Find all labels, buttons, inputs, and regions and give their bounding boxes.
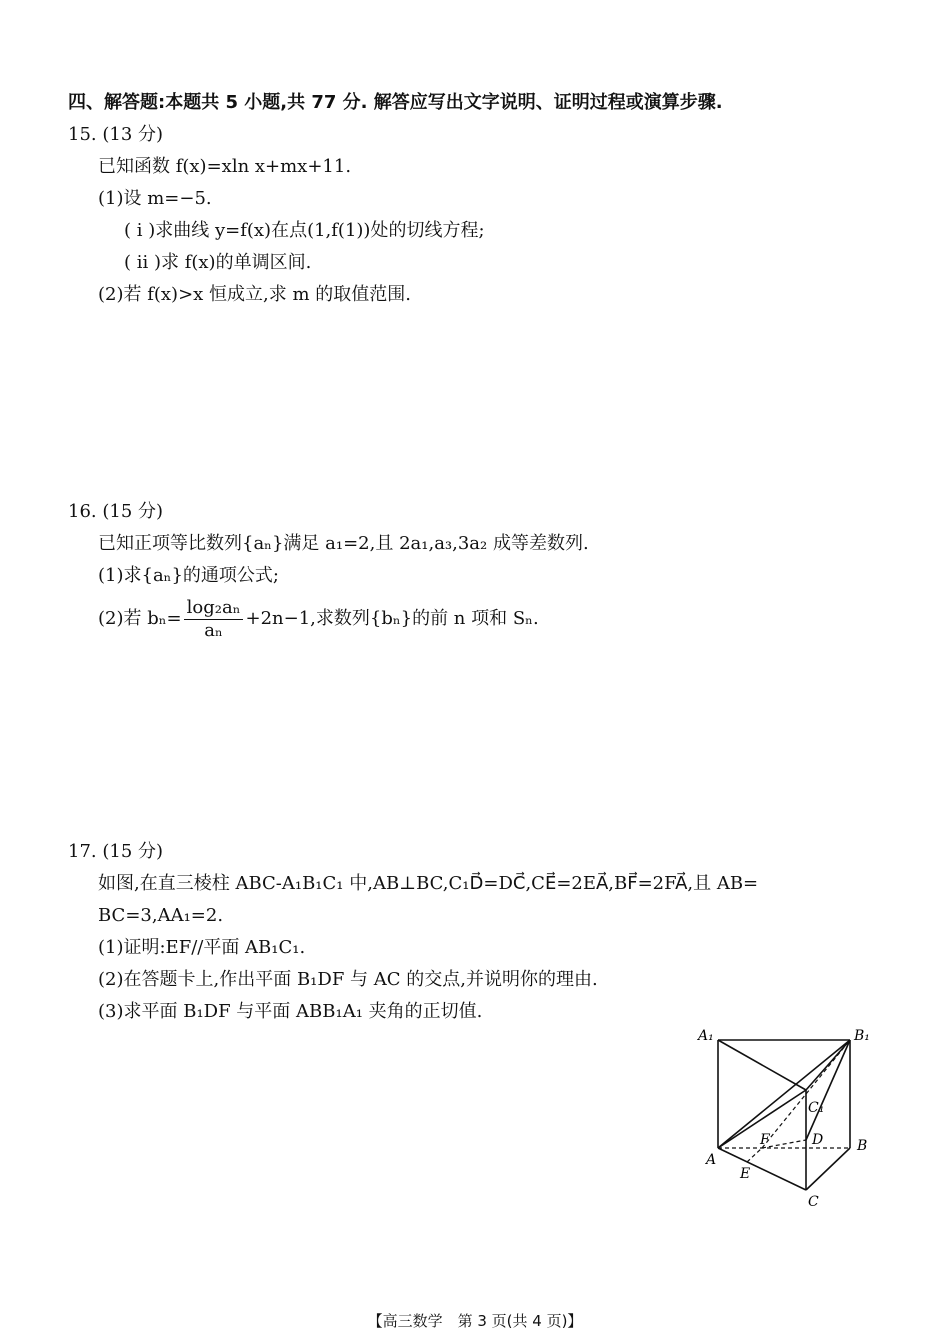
label-a1: A₁ — [698, 1028, 714, 1044]
q15-stem: 已知函数 f(x)=xln x+mx+11. — [98, 156, 352, 177]
edge-d-b1 — [806, 1040, 850, 1140]
q15-number: 15. (13 分) — [68, 124, 164, 145]
q15-part1-i: ( ⅰ )求曲线 y=f(x)在点(1,f(1))处的切线方程; — [124, 220, 485, 241]
q15-part2: (2)若 f(x)>x 恒成立,求 m 的取值范围. — [98, 284, 411, 305]
q16-number: 16. (15 分) — [68, 501, 164, 522]
q17-part3: (3)求平面 B₁DF 与平面 ABB₁A₁ 夹角的正切值. — [98, 1001, 483, 1022]
prism-figure — [690, 1020, 890, 1210]
q17-part2: (2)在答题卡上,作出平面 B₁DF 与 AC 的交点,并说明你的理由. — [98, 969, 598, 990]
q16-stem: 已知正项等比数列{aₙ}满足 a₁=2,且 2a₁,a₃,3a₂ 成等差数列. — [98, 533, 589, 554]
label-a: A — [706, 1152, 717, 1168]
q15-part1-ii: ( ⅱ )求 f(x)的单调区间. — [124, 252, 312, 273]
q17-stem-line1: 如图,在直三棱柱 ABC-A₁B₁C₁ 中,AB⊥BC,C₁D⃗=DC⃗,CE⃗=2EA⃗,BF⃗=2FA⃗,且 AB= — [98, 873, 759, 894]
edge-a1-c1 — [718, 1040, 806, 1090]
q17-part1: (1)证明:EF//平面 AB₁C₁. — [98, 937, 306, 958]
q16-part2-prefix: (2)若 bₙ= — [98, 608, 182, 629]
q16-fraction — [184, 597, 244, 642]
q17-stem-line2: BC=3,AA₁=2. — [98, 905, 224, 926]
q16-fraction-numerator: log₂aₙ — [184, 597, 244, 620]
section-heading: 四、解答题:本题共 5 小题,共 77 分. 解答应写出文字说明、证明过程或演算步骤. — [68, 92, 723, 113]
prism-diagram — [690, 1020, 890, 1210]
label-e: E — [740, 1166, 751, 1182]
q16-part1: (1)求{aₙ}的通项公式; — [98, 565, 279, 586]
label-c: C — [808, 1194, 819, 1210]
label-c1: C₁ — [808, 1100, 825, 1116]
q16-fraction-denominator: aₙ — [204, 619, 223, 641]
page-footer: 【高三数学 第 3 页(共 4 页)】 — [367, 1312, 583, 1330]
q17-number: 17. (15 分) — [68, 841, 164, 862]
label-b: B — [857, 1138, 868, 1154]
label-b1: B₁ — [854, 1028, 870, 1044]
edge-c-b — [806, 1148, 850, 1190]
q16-part2-suffix: +2n−1,求数列{bₙ}的前 n 项和 Sₙ. — [245, 608, 539, 629]
label-f: F — [760, 1132, 770, 1148]
edge-e-f-hidden — [747, 1148, 762, 1162]
q16-part2 — [98, 596, 539, 642]
q15-part1: (1)设 m=−5. — [98, 188, 212, 209]
edge-a-b1 — [718, 1040, 850, 1148]
edge-a-c — [718, 1148, 806, 1190]
label-d: D — [812, 1132, 824, 1148]
